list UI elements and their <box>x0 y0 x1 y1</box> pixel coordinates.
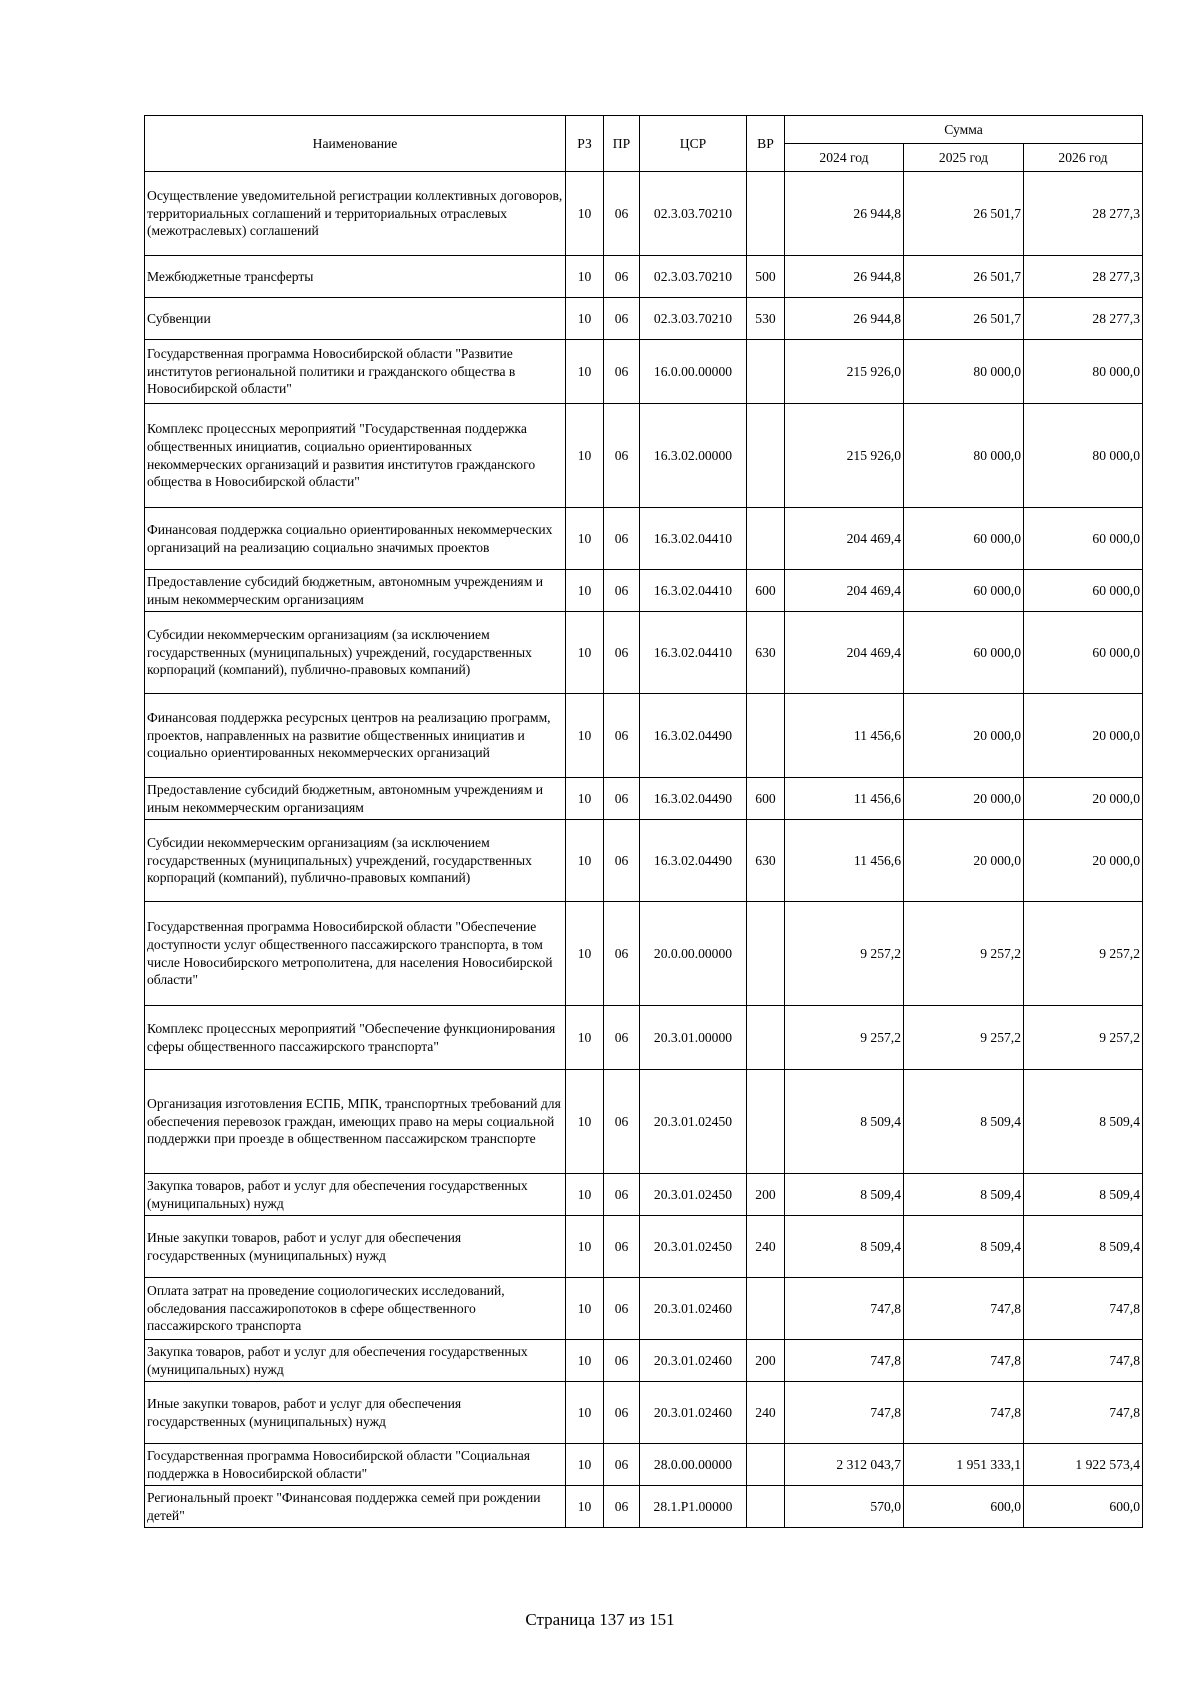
row-vr: 240 <box>747 1382 785 1444</box>
row-pr: 06 <box>604 508 640 570</box>
row-name: Закупка товаров, работ и услуг для обеспечения государственных (муниципальных) нужд <box>145 1340 566 1382</box>
table-row <box>145 172 1143 256</box>
row-sum-2025: 20 000,0 <box>904 820 1024 902</box>
table-row <box>145 1444 1143 1486</box>
row-name: Комплекс процессных мероприятий "Обеспечение функционирования сферы общественного пассажирского транспорта" <box>145 1006 566 1070</box>
row-vr <box>747 1278 785 1340</box>
row-sum-2026: 28 277,3 <box>1024 172 1143 256</box>
row-name: Оплата затрат на проведение социологических исследований, обследования пассажиропотоков в сфере общественного пассажирского транспорта <box>145 1278 566 1340</box>
table-row <box>145 778 1143 820</box>
row-rz: 10 <box>566 1006 604 1070</box>
row-sum-2025: 60 000,0 <box>904 612 1024 694</box>
row-csr: 20.0.00.00000 <box>640 902 747 1006</box>
row-name: Иные закупки товаров, работ и услуг для обеспечения государственных (муниципальных) нужд <box>145 1216 566 1278</box>
row-csr: 20.3.01.02460 <box>640 1382 747 1444</box>
row-csr: 16.0.00.00000 <box>640 340 747 404</box>
row-sum-2024: 9 257,2 <box>785 902 904 1006</box>
budget-table <box>144 115 1143 1528</box>
row-name: Государственная программа Новосибирской области "Социальная поддержка в Новосибирской области" <box>145 1444 566 1486</box>
row-sum-2024: 215 926,0 <box>785 404 904 508</box>
row-pr: 06 <box>604 1340 640 1382</box>
row-vr: 500 <box>747 256 785 298</box>
row-vr <box>747 1486 785 1528</box>
row-sum-2026: 20 000,0 <box>1024 820 1143 902</box>
row-sum-2024: 11 456,6 <box>785 778 904 820</box>
row-pr: 06 <box>604 1216 640 1278</box>
row-csr: 28.0.00.00000 <box>640 1444 747 1486</box>
row-sum-2024: 747,8 <box>785 1382 904 1444</box>
row-sum-2026: 747,8 <box>1024 1382 1143 1444</box>
row-vr: 200 <box>747 1340 785 1382</box>
row-pr: 06 <box>604 612 640 694</box>
row-pr: 06 <box>604 1278 640 1340</box>
row-sum-2026: 747,8 <box>1024 1340 1143 1382</box>
row-sum-2025: 8 509,4 <box>904 1216 1024 1278</box>
row-name: Организация изготовления ЕСПБ, МПК, транспортных требований для обеспечения перевозок граждан, имеющих право на меры социальной поддержки при проезде в общественном пассажирском транспорте <box>145 1070 566 1174</box>
row-pr: 06 <box>604 694 640 778</box>
row-sum-2024: 8 509,4 <box>785 1216 904 1278</box>
row-pr: 06 <box>604 778 640 820</box>
header-sum: Сумма <box>785 116 1143 144</box>
row-vr <box>747 1006 785 1070</box>
row-rz: 10 <box>566 508 604 570</box>
row-name: Предоставление субсидий бюджетным, автономным учреждениям и иным некоммерческим организациям <box>145 778 566 820</box>
table-row <box>145 298 1143 340</box>
row-vr <box>747 340 785 404</box>
row-pr: 06 <box>604 570 640 612</box>
row-sum-2024: 2 312 043,7 <box>785 1444 904 1486</box>
row-rz: 10 <box>566 298 604 340</box>
row-sum-2026: 9 257,2 <box>1024 902 1143 1006</box>
row-rz: 10 <box>566 256 604 298</box>
table-row <box>145 256 1143 298</box>
table-row <box>145 1382 1143 1444</box>
header-csr: ЦСР <box>640 116 747 172</box>
row-name: Государственная программа Новосибирской области "Обеспечение доступности услуг общественного пассажирского транспорта, в том числе Новосибирского метрополитена, для населения Новосибирской области" <box>145 902 566 1006</box>
row-csr: 02.3.03.70210 <box>640 172 747 256</box>
row-pr: 06 <box>604 1006 640 1070</box>
row-vr: 600 <box>747 570 785 612</box>
row-vr: 600 <box>747 778 785 820</box>
row-pr: 06 <box>604 1174 640 1216</box>
table-row <box>145 1070 1143 1174</box>
row-sum-2024: 8 509,4 <box>785 1070 904 1174</box>
row-sum-2026: 80 000,0 <box>1024 404 1143 508</box>
row-csr: 16.3.02.04410 <box>640 508 747 570</box>
header-pr: ПР <box>604 116 640 172</box>
table-row <box>145 694 1143 778</box>
row-csr: 20.3.01.02450 <box>640 1070 747 1174</box>
header-year-2026: 2026 год <box>1024 144 1143 172</box>
row-sum-2025: 747,8 <box>904 1382 1024 1444</box>
row-pr: 06 <box>604 820 640 902</box>
table-row <box>145 508 1143 570</box>
row-sum-2025: 600,0 <box>904 1486 1024 1528</box>
table-row <box>145 340 1143 404</box>
row-sum-2025: 26 501,7 <box>904 298 1024 340</box>
row-sum-2024: 204 469,4 <box>785 570 904 612</box>
row-sum-2025: 8 509,4 <box>904 1174 1024 1216</box>
row-vr: 240 <box>747 1216 785 1278</box>
table-row <box>145 1006 1143 1070</box>
row-pr: 06 <box>604 256 640 298</box>
header-rz: РЗ <box>566 116 604 172</box>
row-rz: 10 <box>566 570 604 612</box>
table-row <box>145 1278 1143 1340</box>
row-sum-2026: 80 000,0 <box>1024 340 1143 404</box>
row-rz: 10 <box>566 1382 604 1444</box>
row-name: Финансовая поддержка ресурсных центров на реализацию программ, проектов, направленных на развитие общественных инициатив и социально ориентированных некоммерческих организаций <box>145 694 566 778</box>
row-rz: 10 <box>566 820 604 902</box>
row-vr: 630 <box>747 612 785 694</box>
row-sum-2025: 80 000,0 <box>904 404 1024 508</box>
row-name: Межбюджетные трансферты <box>145 256 566 298</box>
row-pr: 06 <box>604 172 640 256</box>
row-sum-2025: 9 257,2 <box>904 902 1024 1006</box>
table-row <box>145 820 1143 902</box>
row-vr <box>747 694 785 778</box>
row-sum-2024: 9 257,2 <box>785 1006 904 1070</box>
row-pr: 06 <box>604 1070 640 1174</box>
row-rz: 10 <box>566 1216 604 1278</box>
row-sum-2026: 747,8 <box>1024 1278 1143 1340</box>
header-year-2024: 2024 год <box>785 144 904 172</box>
row-name: Осуществление уведомительной регистрации коллективных договоров, территориальных соглашений и территориальных отраслевых (межотраслевых) соглашений <box>145 172 566 256</box>
row-rz: 10 <box>566 1340 604 1382</box>
row-rz: 10 <box>566 404 604 508</box>
row-csr: 16.3.02.04410 <box>640 570 747 612</box>
row-sum-2026: 600,0 <box>1024 1486 1143 1528</box>
row-csr: 16.3.02.04490 <box>640 820 747 902</box>
row-name: Государственная программа Новосибирской области "Развитие институтов региональной политики и гражданского общества в Новосибирской области" <box>145 340 566 404</box>
row-sum-2025: 60 000,0 <box>904 570 1024 612</box>
row-rz: 10 <box>566 340 604 404</box>
row-sum-2025: 26 501,7 <box>904 256 1024 298</box>
row-rz: 10 <box>566 1486 604 1528</box>
row-sum-2025: 20 000,0 <box>904 778 1024 820</box>
row-csr: 16.3.02.04490 <box>640 778 747 820</box>
row-csr: 20.3.01.00000 <box>640 1006 747 1070</box>
row-sum-2026: 1 922 573,4 <box>1024 1444 1143 1486</box>
row-sum-2025: 60 000,0 <box>904 508 1024 570</box>
row-sum-2025: 26 501,7 <box>904 172 1024 256</box>
row-csr: 16.3.02.00000 <box>640 404 747 508</box>
row-sum-2026: 20 000,0 <box>1024 778 1143 820</box>
row-sum-2024: 747,8 <box>785 1278 904 1340</box>
row-rz: 10 <box>566 1278 604 1340</box>
row-sum-2025: 8 509,4 <box>904 1070 1024 1174</box>
row-vr <box>747 1444 785 1486</box>
row-sum-2026: 60 000,0 <box>1024 612 1143 694</box>
row-csr: 20.3.01.02450 <box>640 1174 747 1216</box>
table-row <box>145 404 1143 508</box>
row-name: Субсидии некоммерческим организациям (за исключением государственных (муниципальных) учреждений, государственных корпораций (компаний), публично-правовых компаний) <box>145 820 566 902</box>
row-pr: 06 <box>604 404 640 508</box>
header-year-2025: 2025 год <box>904 144 1024 172</box>
row-csr: 16.3.02.04410 <box>640 612 747 694</box>
row-name: Региональный проект "Финансовая поддержка семей при рождении детей" <box>145 1486 566 1528</box>
table-body <box>145 172 1143 1528</box>
row-sum-2026: 20 000,0 <box>1024 694 1143 778</box>
row-csr: 02.3.03.70210 <box>640 298 747 340</box>
row-sum-2025: 747,8 <box>904 1340 1024 1382</box>
row-name: Предоставление субсидий бюджетным, автономным учреждениям и иным некоммерческим организациям <box>145 570 566 612</box>
row-pr: 06 <box>604 902 640 1006</box>
table-row <box>145 570 1143 612</box>
row-vr: 200 <box>747 1174 785 1216</box>
row-pr: 06 <box>604 1444 640 1486</box>
row-sum-2024: 204 469,4 <box>785 508 904 570</box>
row-pr: 06 <box>604 298 640 340</box>
row-sum-2025: 1 951 333,1 <box>904 1444 1024 1486</box>
table-row <box>145 612 1143 694</box>
row-pr: 06 <box>604 340 640 404</box>
row-sum-2024: 11 456,6 <box>785 820 904 902</box>
row-rz: 10 <box>566 778 604 820</box>
row-sum-2024: 11 456,6 <box>785 694 904 778</box>
row-name: Закупка товаров, работ и услуг для обеспечения государственных (муниципальных) нужд <box>145 1174 566 1216</box>
row-rz: 10 <box>566 1070 604 1174</box>
row-rz: 10 <box>566 902 604 1006</box>
row-vr <box>747 404 785 508</box>
row-name: Финансовая поддержка социально ориентированных некоммерческих организаций на реализацию социально значимых проектов <box>145 508 566 570</box>
row-sum-2026: 8 509,4 <box>1024 1070 1143 1174</box>
row-pr: 06 <box>604 1486 640 1528</box>
row-vr <box>747 902 785 1006</box>
row-sum-2025: 20 000,0 <box>904 694 1024 778</box>
row-name: Иные закупки товаров, работ и услуг для обеспечения государственных (муниципальных) нужд <box>145 1382 566 1444</box>
row-sum-2024: 26 944,8 <box>785 256 904 298</box>
row-vr <box>747 1070 785 1174</box>
row-csr: 02.3.03.70210 <box>640 256 747 298</box>
header-name: Наименование <box>145 116 566 172</box>
row-name: Субвенции <box>145 298 566 340</box>
row-sum-2026: 28 277,3 <box>1024 256 1143 298</box>
row-sum-2026: 8 509,4 <box>1024 1174 1143 1216</box>
row-csr: 20.3.01.02460 <box>640 1278 747 1340</box>
row-rz: 10 <box>566 694 604 778</box>
row-rz: 10 <box>566 172 604 256</box>
row-sum-2024: 747,8 <box>785 1340 904 1382</box>
row-csr: 28.1.P1.00000 <box>640 1486 747 1528</box>
table-row <box>145 1340 1143 1382</box>
row-sum-2025: 80 000,0 <box>904 340 1024 404</box>
row-sum-2024: 8 509,4 <box>785 1174 904 1216</box>
row-pr: 06 <box>604 1382 640 1444</box>
table-row <box>145 902 1143 1006</box>
row-vr: 530 <box>747 298 785 340</box>
row-vr <box>747 508 785 570</box>
header-vr: ВР <box>747 116 785 172</box>
row-vr: 630 <box>747 820 785 902</box>
row-sum-2025: 747,8 <box>904 1278 1024 1340</box>
row-csr: 20.3.01.02450 <box>640 1216 747 1278</box>
row-rz: 10 <box>566 612 604 694</box>
row-sum-2025: 9 257,2 <box>904 1006 1024 1070</box>
table-row <box>145 1216 1143 1278</box>
row-sum-2024: 26 944,8 <box>785 298 904 340</box>
row-sum-2026: 60 000,0 <box>1024 570 1143 612</box>
table-row <box>145 1486 1143 1528</box>
table-row <box>145 1174 1143 1216</box>
row-sum-2026: 9 257,2 <box>1024 1006 1143 1070</box>
row-csr: 16.3.02.04490 <box>640 694 747 778</box>
row-sum-2026: 28 277,3 <box>1024 298 1143 340</box>
row-csr: 20.3.01.02460 <box>640 1340 747 1382</box>
row-rz: 10 <box>566 1444 604 1486</box>
row-vr <box>747 172 785 256</box>
row-sum-2026: 8 509,4 <box>1024 1216 1143 1278</box>
page-number: Страница 137 из 151 <box>525 1610 675 1629</box>
row-name: Субсидии некоммерческим организациям (за исключением государственных (муниципальных) учреждений, государственных корпораций (компаний), публично-правовых компаний) <box>145 612 566 694</box>
row-sum-2024: 570,0 <box>785 1486 904 1528</box>
row-sum-2024: 204 469,4 <box>785 612 904 694</box>
row-sum-2026: 60 000,0 <box>1024 508 1143 570</box>
row-name: Комплекс процессных мероприятий "Государственная поддержка общественных инициатив, социально ориентированных некоммерческих организаций и развития институтов гражданского общества в Новосибирской области" <box>145 404 566 508</box>
row-rz: 10 <box>566 1174 604 1216</box>
row-sum-2024: 26 944,8 <box>785 172 904 256</box>
row-sum-2024: 215 926,0 <box>785 340 904 404</box>
